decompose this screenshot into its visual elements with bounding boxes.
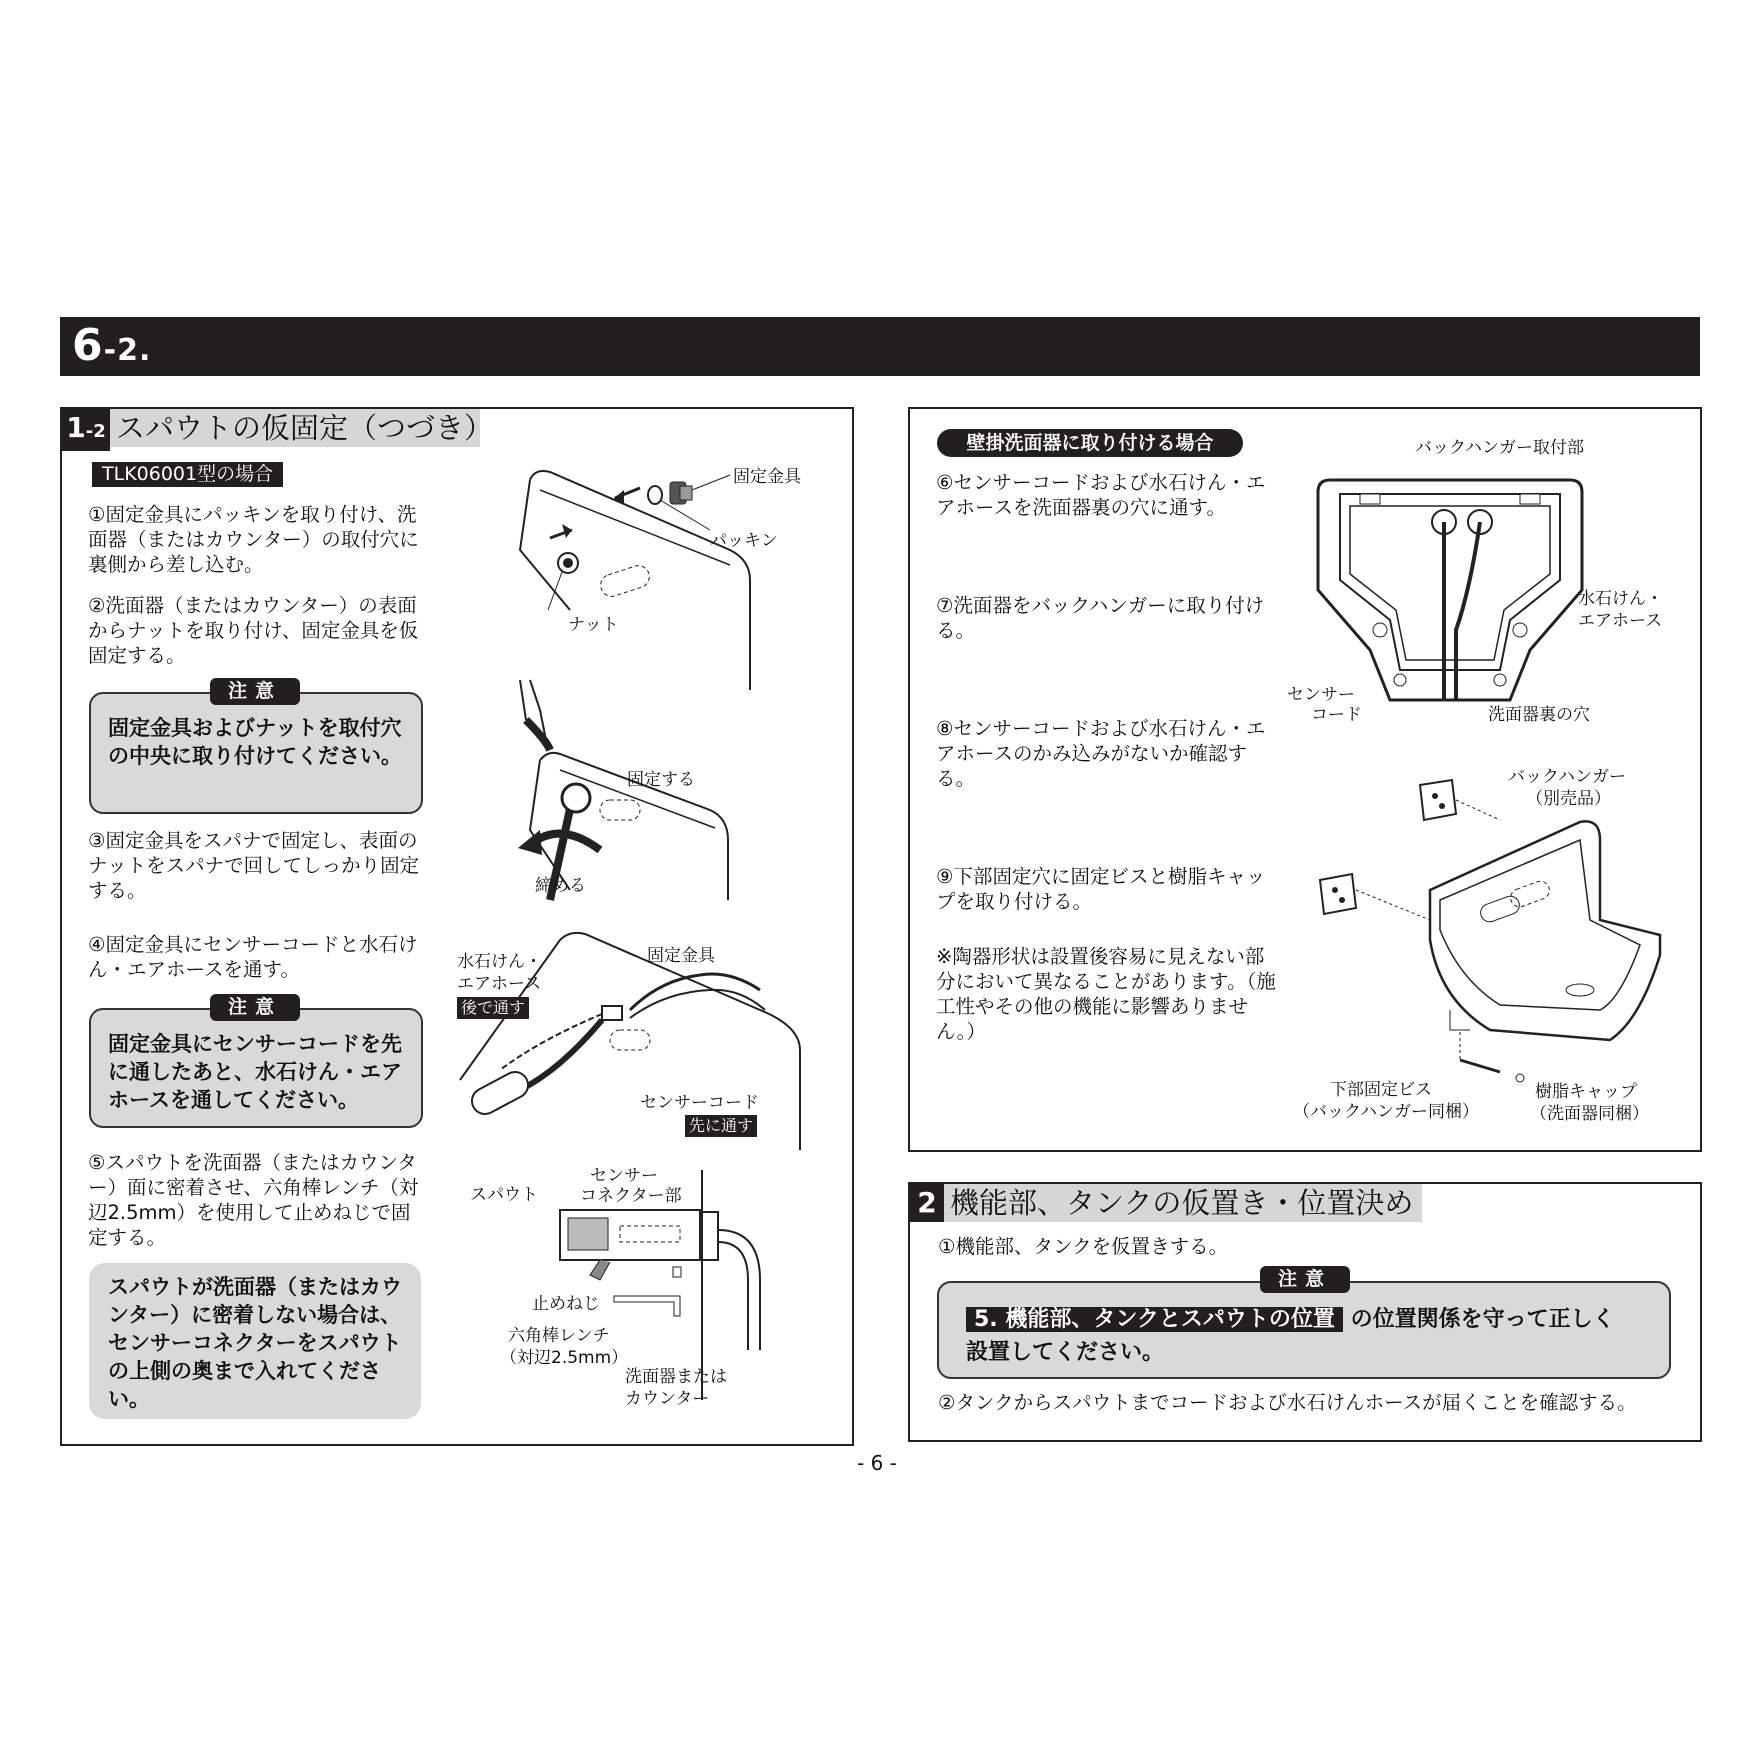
label-pass-first: 先に通す xyxy=(685,1115,757,1137)
label-fix: 固定する xyxy=(627,770,695,790)
caution-tag-2: 注意 xyxy=(210,994,300,1021)
label-basin-2: カウンター xyxy=(625,1389,710,1409)
caution-tag-1: 注意 xyxy=(210,678,300,705)
page-title: 6-2. xyxy=(72,320,152,371)
section-number: 1-2 xyxy=(62,409,110,451)
label-back-hanger-1: バックハンガー xyxy=(1508,767,1626,787)
label-resin-cap-1: 樹脂キャップ xyxy=(1535,1082,1637,1102)
info-text-3: スパウトが洗面器（またはカウンター）に密着しない場合は、センサーコネクターをスパウトの上側の奥まで入れてください。 xyxy=(108,1275,402,1411)
caution-text-4b: 設置してください。 xyxy=(966,1340,1165,1365)
section-title-2: 機能部、タンクの仮置き・位置決め xyxy=(950,1186,1414,1220)
label-soap-hose-2: エアホース xyxy=(1578,611,1663,631)
label-lower-screw-1: 下部固定ビス xyxy=(1330,1080,1432,1100)
step-3: ③固定金具をスパナで固定し、表面のナットをスパナで回してしっかり固定する。 xyxy=(88,829,420,902)
label-lower-screw-2: （バックハンガー同梱） xyxy=(1293,1102,1479,1122)
step-place: ①機能部、タンクを仮置きする。 xyxy=(938,1235,1229,1258)
label-tighten: 締める xyxy=(535,876,586,896)
label-fixing-fitting-2: 固定金具 xyxy=(647,946,715,966)
label-soap-hose-1: 水石けん・ xyxy=(1578,589,1663,609)
step-2: ②洗面器（またはカウンター）の表面からナットを取り付け、固定金具を仮固定する。 xyxy=(88,594,419,667)
label-sensor-1: センサー xyxy=(1287,685,1355,705)
model-label: TLK06001型の場合 xyxy=(92,462,283,487)
step-9: ⑨下部固定穴に固定ビスと樹脂キャップを取り付ける。 xyxy=(936,865,1266,913)
label-back-hanger-2: （別売品） xyxy=(1526,789,1611,809)
basin-mount-illustration xyxy=(1310,770,1670,1090)
label-hose-1: 水石けん・ xyxy=(457,952,542,972)
label-sensor-cord: センサーコード xyxy=(640,1093,759,1113)
step-check: ②タンクからスパウトまでコードおよび水石けんホースが届くことを確認する。 xyxy=(938,1391,1637,1414)
label-spout: スパウト xyxy=(470,1185,538,1205)
step-6: ⑥センサーコードおよび水石けん・エアホースを洗面器裏の穴に通す。 xyxy=(936,471,1266,519)
step-5: ⑤スパウトを洗面器（またはカウンター）面に密着させ、六角棒レンチ（対辺2.5mm）を使用して止めねじで固定する。 xyxy=(88,1151,419,1249)
reference-tag: 5. 機能部、タンクとスパウトの位置 xyxy=(966,1307,1343,1332)
caution-tag-4: 注意 xyxy=(1260,1266,1350,1293)
wall-mount-label: 壁掛洗面器に取り付ける場合 xyxy=(937,429,1243,457)
section-number-2: 2 xyxy=(910,1184,944,1222)
remark-text: ※陶器形状は設置後容易に見えない部分において異なることがあります。（施工性やその他の機能に影響ありません。） xyxy=(936,945,1276,1043)
caution-text-1: 固定金具およびナットを取付穴の中央に取り付けてください。 xyxy=(108,716,402,768)
label-packing: パッキン xyxy=(710,531,778,551)
caution-text-4 xyxy=(966,1303,1646,1369)
label-basin-1: 洗面器または xyxy=(625,1367,727,1387)
label-connector-2: コネクター部 xyxy=(580,1186,682,1206)
caution-text-2: 固定金具にセンサーコードを先に通したあと、水石けん・エアホースを通してください。 xyxy=(108,1032,402,1112)
label-pass-later: 後で通す xyxy=(457,997,529,1019)
page-number: - 6 - xyxy=(857,1451,897,1475)
fixing-fitting-illustration xyxy=(500,460,780,700)
caution-text-4a: の位置関係を守って正しく xyxy=(1350,1307,1615,1332)
label-set-screw: 止めねじ xyxy=(532,1294,600,1314)
basin-back-illustration xyxy=(1310,470,1590,710)
section-title: スパウトの仮固定（つづき） xyxy=(116,411,494,445)
label-resin-cap-2: （洗面器同梱） xyxy=(1530,1104,1649,1124)
label-wrench-2: （対辺2.5mm） xyxy=(500,1348,629,1368)
label-rear-hole: 洗面器裏の穴 xyxy=(1488,705,1590,725)
header-banner xyxy=(60,317,1700,376)
label-hose-2: エアホース xyxy=(457,974,542,994)
label-nut: ナット xyxy=(568,615,619,635)
step-1: ①固定金具にパッキンを取り付け、洗面器（またはカウンター）の取付穴に裏側から差し込む。 xyxy=(88,503,419,576)
label-connector-1: センサー xyxy=(590,1166,658,1186)
label-sensor-2: コード xyxy=(1311,705,1362,725)
label-fixing-fitting: 固定金具 xyxy=(733,467,801,487)
label-wrench-1: 六角棒レンチ xyxy=(508,1326,610,1346)
step-7: ⑦洗面器をバックハンガーに取り付ける。 xyxy=(936,594,1265,642)
label-hanger-mount: バックハンガー取付部 xyxy=(1415,438,1584,458)
step-8: ⑧センサーコードおよび水石けん・エアホースのかみ込みがないか確認する。 xyxy=(936,717,1266,790)
step-4: ④固定金具にセンサーコードと水石けん・エアホースを通す。 xyxy=(88,933,418,981)
